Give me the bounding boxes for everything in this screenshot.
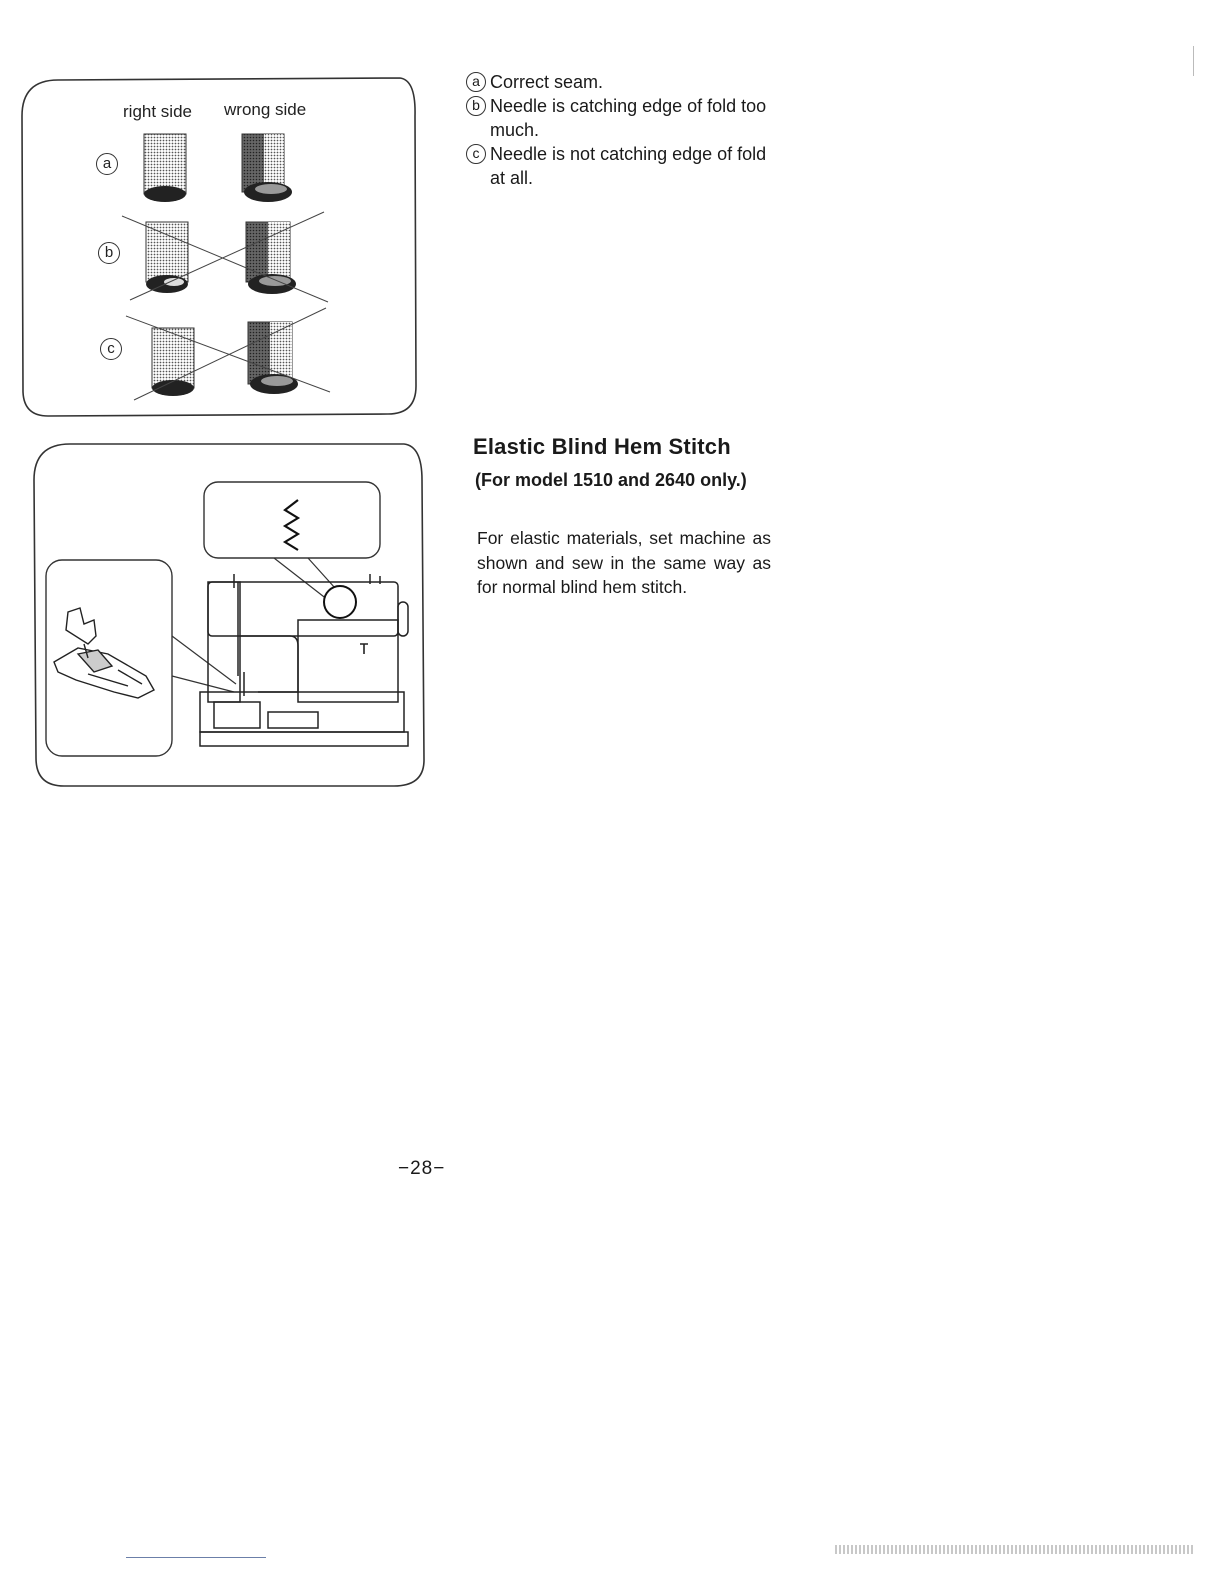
- sewing-machine-sketch: [200, 574, 408, 746]
- seam-figure-drawing: [18, 76, 420, 418]
- machine-figure-drawing: [28, 440, 428, 790]
- scan-bottom-line: [126, 1557, 266, 1558]
- page-number: −28−: [398, 1158, 446, 1179]
- scan-bottom-bar: [835, 1545, 1195, 1554]
- seam-notes: [466, 70, 786, 190]
- section-subtitle: (For model 1510 and 2640 only.): [475, 470, 747, 490]
- label-wrong-side: wrong side: [224, 100, 307, 119]
- note-b: [466, 94, 786, 142]
- row-c-marker: c: [100, 338, 122, 360]
- note-c-marker: c: [466, 144, 486, 164]
- machine-setup-figure: [28, 440, 428, 790]
- seam-comparison-figure: [18, 76, 420, 418]
- seam-row-b: [122, 212, 328, 302]
- note-a: [466, 70, 786, 94]
- seam-row-a: [144, 134, 292, 202]
- row-a-marker: a: [96, 153, 118, 175]
- label-right-side: right side: [123, 102, 192, 121]
- seam-row-c: [126, 308, 330, 400]
- note-c: [466, 142, 786, 190]
- note-a-marker: a: [466, 72, 486, 92]
- section-body: For elastic materials, set machine as shown and sew in the same way as for normal blind hem stitch.: [477, 528, 771, 597]
- note-b-text: Needle is catching edge of fold too much.: [490, 96, 767, 140]
- note-c-text: Needle is not catching edge of fold at all.: [490, 144, 767, 188]
- note-a-text: Correct seam.: [490, 72, 604, 92]
- note-b-marker: b: [466, 96, 486, 116]
- scan-edge-mark: [1193, 46, 1194, 76]
- row-b-marker: b: [98, 242, 120, 264]
- section-title: Elastic Blind Hem Stitch: [473, 434, 731, 459]
